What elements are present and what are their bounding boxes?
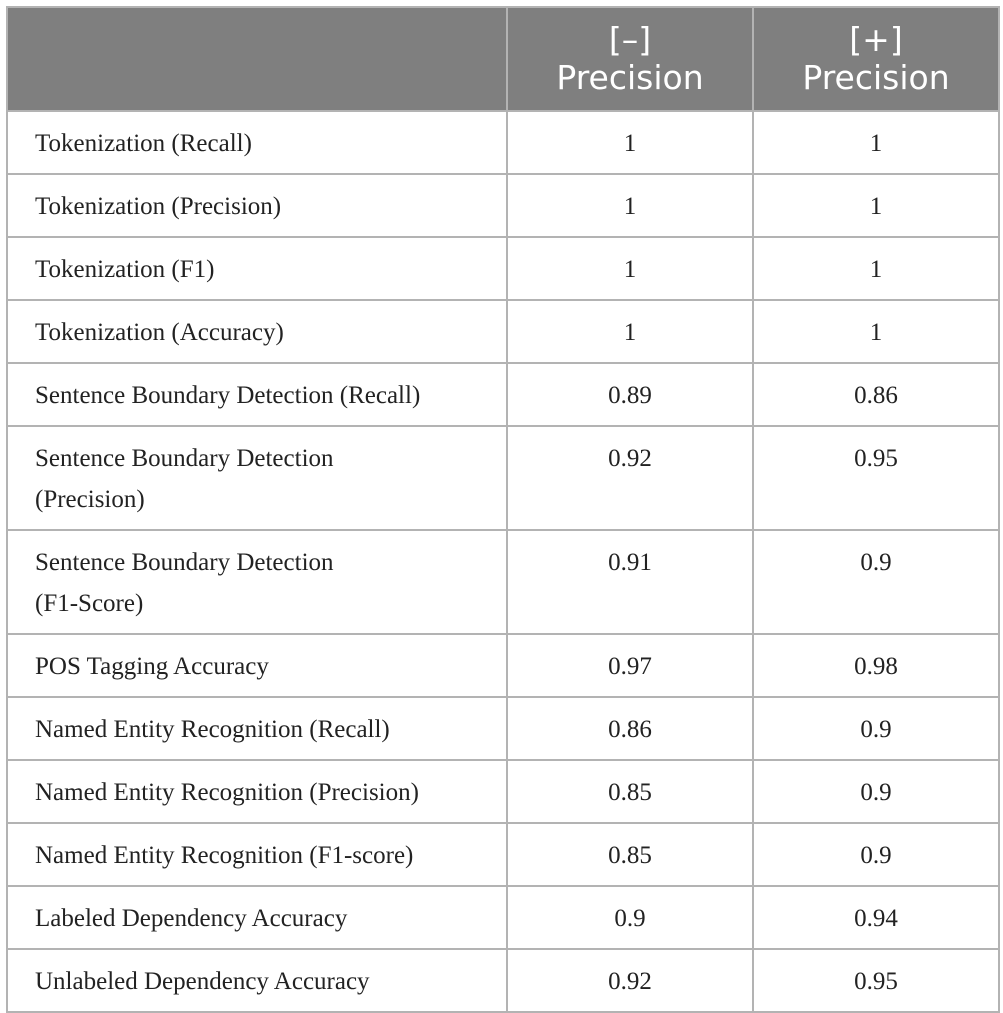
metric-line1: Sentence Boundary Detection [35,549,334,576]
table-row [7,949,999,1012]
header-minus-precision [507,7,753,111]
plus-precision-value: 1 [753,111,999,174]
plus-precision-value: 0.9 [753,697,999,760]
table-row [7,363,999,426]
minus-precision-value: 0.9 [507,886,753,949]
plus-precision-value: 1 [753,300,999,363]
results-table [6,6,1000,1013]
header-empty-cell [7,7,507,111]
header-minus-line1: [–] [608,20,652,59]
minus-precision-value: 1 [507,237,753,300]
minus-precision-value: 0.85 [507,760,753,823]
metric-line1: Sentence Boundary Detection [35,445,334,472]
metric-cell: Named Entity Recognition (Recall) [7,697,507,760]
header-plus-line1: [+] [849,20,903,59]
metric-cell: Unlabeled Dependency Accuracy [7,949,507,1012]
plus-precision-value: 0.9 [753,530,999,634]
table-row [7,760,999,823]
metric-cell: Named Entity Recognition (F1-score) [7,823,507,886]
table-header [7,7,999,111]
minus-precision-value: 0.91 [507,530,753,634]
plus-precision-value: 1 [753,237,999,300]
plus-precision-value: 0.95 [753,426,999,530]
table-row [7,823,999,886]
table-row [7,111,999,174]
table-row [7,174,999,237]
plus-precision-value: 0.86 [753,363,999,426]
plus-precision-value: 0.95 [753,949,999,1012]
metric-line2: (Precision) [35,486,145,513]
plus-precision-value: 0.9 [753,823,999,886]
minus-precision-value: 0.86 [507,697,753,760]
minus-precision-value: 0.97 [507,634,753,697]
table-row [7,886,999,949]
header-row [7,7,999,111]
table-body [7,111,999,1012]
table-row [7,426,999,530]
metric-cell [7,530,507,634]
metric-cell: Tokenization (Precision) [7,174,507,237]
minus-precision-value: 1 [507,300,753,363]
table-row [7,237,999,300]
metric-cell: Labeled Dependency Accuracy [7,886,507,949]
header-plus-line2: Precision [802,58,950,97]
header-minus-line2: Precision [556,58,704,97]
header-plus-precision [753,7,999,111]
minus-precision-value: 0.85 [507,823,753,886]
metric-cell: POS Tagging Accuracy [7,634,507,697]
plus-precision-value: 0.98 [753,634,999,697]
table-row [7,634,999,697]
minus-precision-value: 1 [507,111,753,174]
plus-precision-value: 0.94 [753,886,999,949]
plus-precision-value: 0.9 [753,760,999,823]
minus-precision-value: 0.89 [507,363,753,426]
metric-cell: Tokenization (Recall) [7,111,507,174]
metric-cell: Tokenization (F1) [7,237,507,300]
table-row [7,300,999,363]
minus-precision-value: 1 [507,174,753,237]
minus-precision-value: 0.92 [507,949,753,1012]
minus-precision-value: 0.92 [507,426,753,530]
table-row [7,697,999,760]
metric-line2: (F1-Score) [35,590,144,617]
metric-cell: Named Entity Recognition (Precision) [7,760,507,823]
metric-cell: Tokenization (Accuracy) [7,300,507,363]
table-row [7,530,999,634]
metric-cell: Sentence Boundary Detection (Recall) [7,363,507,426]
metric-cell [7,426,507,530]
plus-precision-value: 1 [753,174,999,237]
